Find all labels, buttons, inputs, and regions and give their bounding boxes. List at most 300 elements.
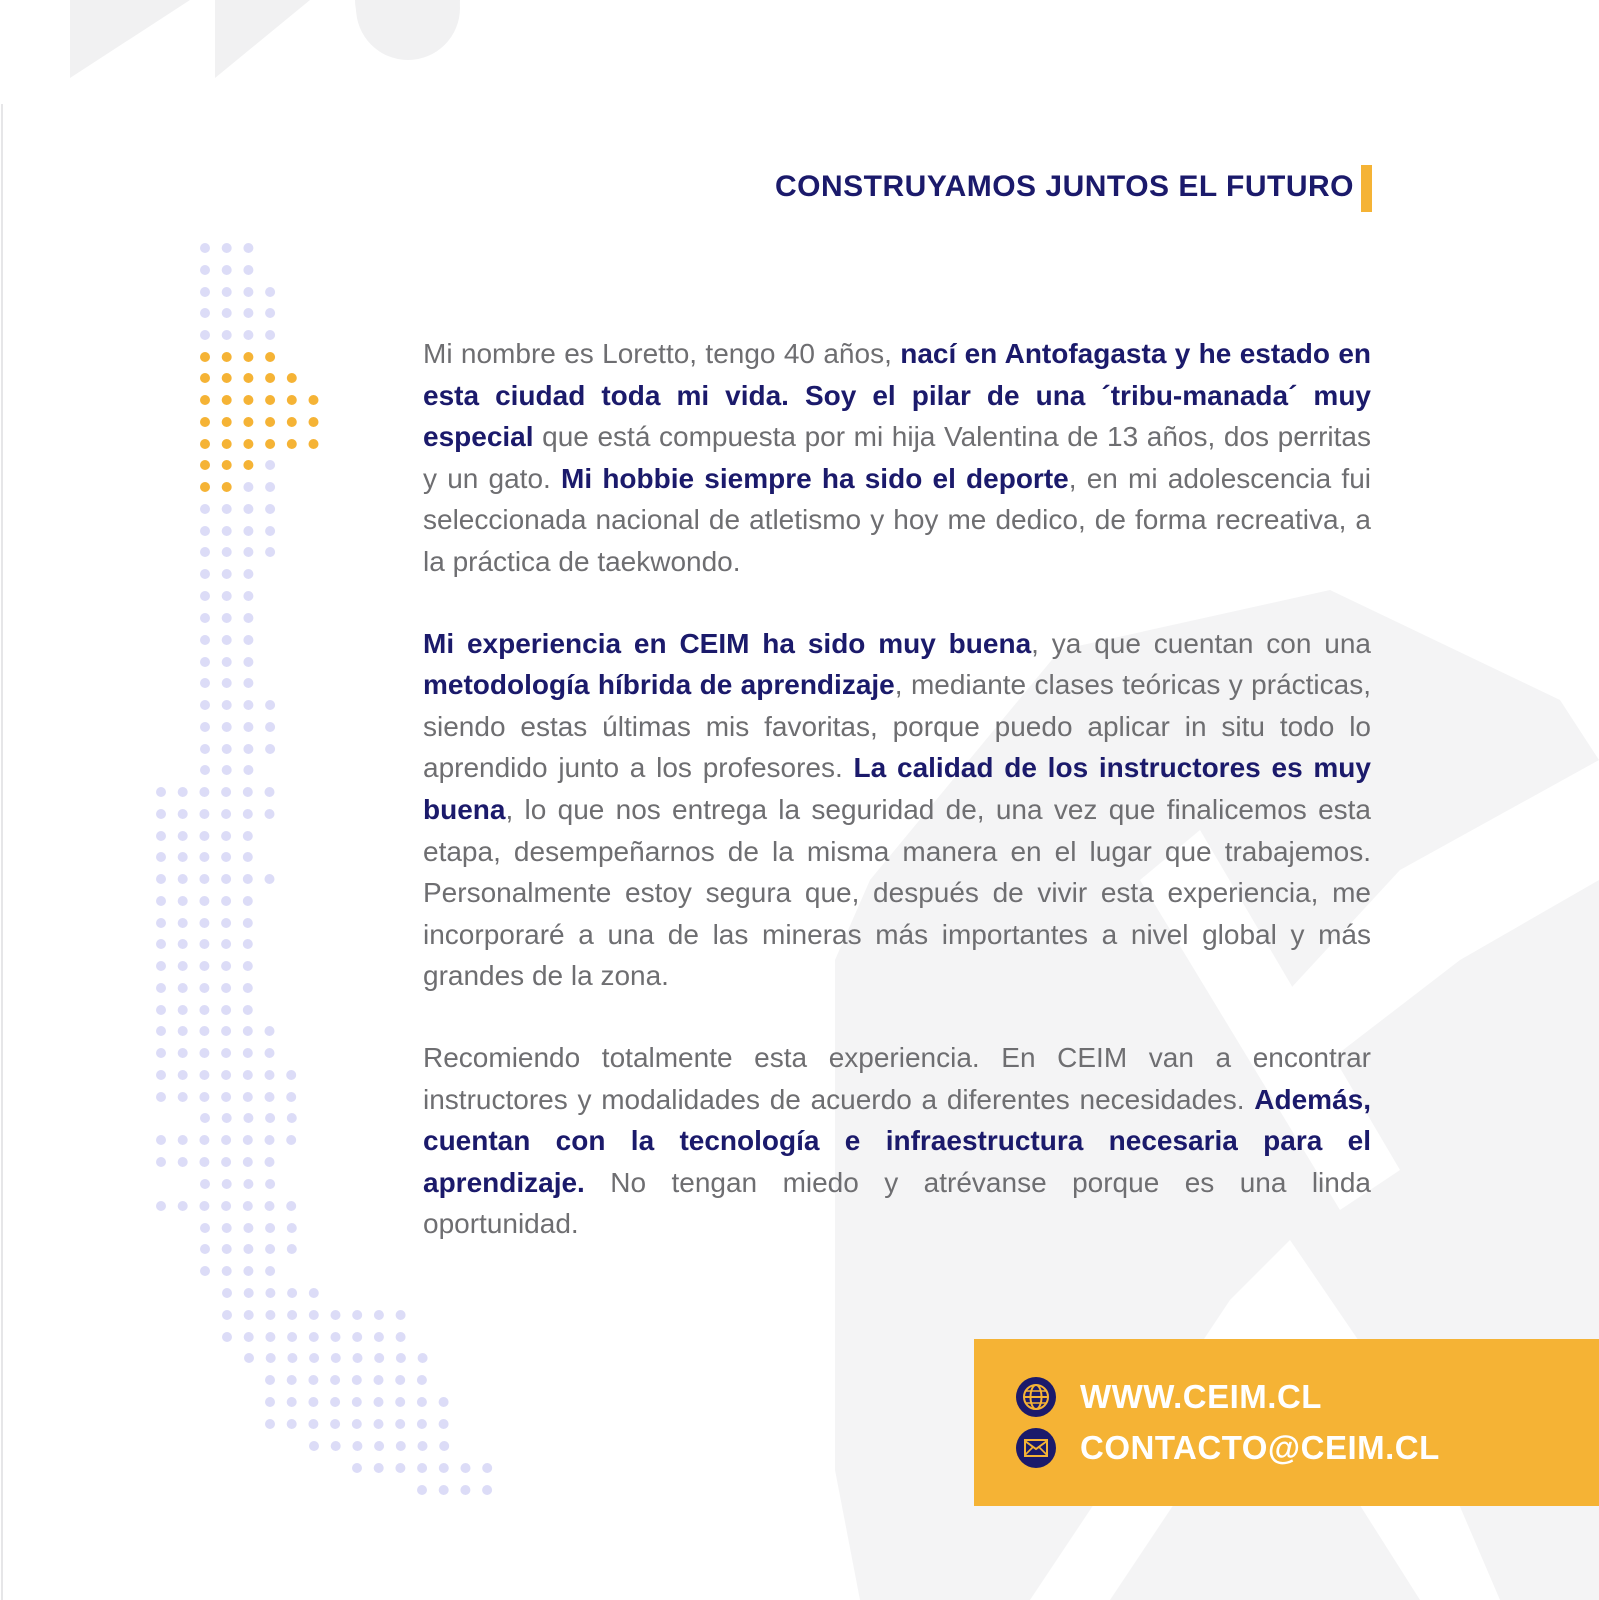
- dot-lavender: [200, 569, 210, 579]
- dot-lavender: [156, 939, 166, 949]
- dot-lavender: [243, 657, 253, 667]
- dot-lavender: [221, 983, 231, 993]
- dot-yellow: [243, 460, 253, 470]
- dot-lavender: [200, 700, 210, 710]
- dot-lavender: [221, 1092, 231, 1102]
- dot-lavender: [221, 1026, 231, 1036]
- dot-lavender: [200, 635, 210, 645]
- dot-lavender: [178, 983, 188, 993]
- dot-lavender: [265, 1157, 275, 1167]
- dot-lavender: [243, 1026, 253, 1036]
- dot-lavender: [374, 1397, 384, 1407]
- dot-lavender: [266, 1353, 276, 1363]
- dot-lavender: [287, 1397, 297, 1407]
- dot-lavender: [287, 1113, 297, 1123]
- dot-lavender: [417, 1397, 427, 1407]
- dot-lavender: [265, 526, 275, 536]
- dot-lavender: [221, 1070, 231, 1080]
- title-accent-bar: [1361, 165, 1372, 212]
- dot-lavender: [221, 1048, 231, 1058]
- text-highlight: Además, cuentan con la tecnología e infraestructura necesaria para el aprendizaje.: [423, 1083, 1371, 1198]
- dot-lavender: [439, 1397, 449, 1407]
- dot-lavender: [243, 569, 253, 579]
- dot-lavender: [243, 874, 253, 884]
- dot-yellow: [265, 417, 275, 427]
- dot-lavender: [156, 1201, 166, 1211]
- dot-lavender: [287, 1223, 297, 1233]
- dot-lavender: [265, 787, 275, 797]
- email-link[interactable]: CONTACTO@CEIM.CL: [1080, 1429, 1440, 1466]
- dot-lavender: [243, 896, 253, 906]
- dot-lavender: [243, 1157, 253, 1167]
- dot-lavender: [352, 1310, 362, 1320]
- dot-lavender: [265, 1135, 275, 1145]
- dot-lavender: [178, 1201, 188, 1211]
- dot-lavender: [156, 1005, 166, 1015]
- dot-lavender: [286, 1135, 296, 1145]
- dot-lavender: [243, 504, 253, 514]
- dot-yellow: [309, 417, 319, 427]
- dot-lavender: [199, 918, 209, 928]
- dot-lavender: [439, 1463, 449, 1473]
- dot-lavender: [221, 787, 231, 797]
- dot-lavender: [243, 1005, 253, 1015]
- dot-lavender: [287, 1332, 297, 1342]
- dot-lavender: [222, 504, 232, 514]
- dot-lavender: [374, 1310, 384, 1320]
- dot-lavender: [265, 874, 275, 884]
- dot-lavender: [352, 1332, 362, 1342]
- dot-lavender: [200, 1244, 210, 1254]
- dot-lavender: [308, 1375, 318, 1385]
- dot-lavender: [222, 657, 232, 667]
- dot-lavender: [178, 896, 188, 906]
- dot-lavender: [178, 1048, 188, 1058]
- dot-lavender: [265, 744, 275, 754]
- dot-lavender: [374, 1375, 384, 1385]
- dot-lavender: [156, 874, 166, 884]
- dot-lavender: [243, 765, 253, 775]
- dot-lavender: [243, 330, 253, 340]
- dot-lavender: [330, 1419, 340, 1429]
- dot-yellow: [309, 439, 319, 449]
- dot-lavender: [222, 765, 232, 775]
- dot-lavender: [439, 1485, 449, 1495]
- dot-lavender: [222, 722, 232, 732]
- dot-lavender: [199, 896, 209, 906]
- dot-lavender: [221, 918, 231, 928]
- text-segment: que está compuesta por mi hija Valentina de 13 años, dos perritas y un gato.: [423, 421, 1371, 494]
- dot-lavender: [199, 874, 209, 884]
- dot-lavender: [265, 330, 275, 340]
- dot-lavender: [353, 1353, 363, 1363]
- dot-lavender: [200, 308, 210, 318]
- dot-yellow: [309, 395, 319, 405]
- dot-yellow: [222, 373, 232, 383]
- dot-lavender: [199, 1201, 209, 1211]
- dot-lavender: [222, 1266, 232, 1276]
- dot-lavender: [221, 831, 231, 841]
- dot-lavender: [200, 265, 210, 275]
- dot-lavender: [352, 1463, 362, 1473]
- dot-yellow: [287, 395, 297, 405]
- dot-lavender: [330, 1375, 340, 1385]
- paragraph-2: [423, 623, 1371, 997]
- dot-lavender: [287, 1288, 297, 1298]
- dot-lavender: [243, 243, 253, 253]
- dot-lavender: [178, 1157, 188, 1167]
- dot-lavender: [396, 1310, 406, 1320]
- dot-lavender: [396, 1332, 406, 1342]
- dot-lavender: [222, 1244, 232, 1254]
- dot-lavender: [178, 787, 188, 797]
- dot-lavender: [243, 1048, 253, 1058]
- text-highlight: nací en Antofagasta y he estado en esta ciudad toda mi vida. Soy el pilar de una ´tribu-manada´ muy especial: [423, 338, 1371, 453]
- dot-lavender: [396, 1353, 406, 1363]
- dot-lavender: [418, 1353, 428, 1363]
- dot-lavender: [460, 1485, 470, 1495]
- paragraph-1: [423, 333, 1371, 583]
- dot-lavender: [221, 961, 231, 971]
- dot-lavender: [395, 1397, 405, 1407]
- text-segment: Recomiendo totalmente esta experiencia. En CEIM van a encontrar instructores y modalidades de acuerdo a diferentes necesidades.: [423, 1041, 1371, 1115]
- dot-lavender: [418, 1441, 428, 1451]
- dot-yellow: [243, 417, 253, 427]
- dot-lavender: [374, 1463, 384, 1473]
- dot-lavender: [243, 591, 253, 601]
- dot-lavender: [243, 1201, 253, 1211]
- dot-lavender: [156, 961, 166, 971]
- dot-lavender: [199, 961, 209, 971]
- dot-lavender: [221, 896, 231, 906]
- dot-yellow: [243, 395, 253, 405]
- contact-box: [974, 1339, 1599, 1506]
- dot-lavender: [178, 918, 188, 928]
- dot-lavender: [199, 939, 209, 949]
- dot-lavender: [330, 1397, 340, 1407]
- dot-lavender: [178, 1005, 188, 1015]
- dot-lavender: [243, 1223, 253, 1233]
- dot-lavender: [221, 1157, 231, 1167]
- dot-lavender: [243, 1179, 253, 1189]
- dot-lavender: [200, 678, 210, 688]
- text-highlight: Mi hobbie siempre ha sido el deporte: [561, 462, 1069, 494]
- text-highlight: Mi experiencia en CEIM ha sido muy buena: [423, 627, 1032, 659]
- dot-yellow: [243, 352, 253, 362]
- dot-lavender: [265, 1026, 275, 1036]
- dot-lavender: [331, 1353, 341, 1363]
- dot-lavender: [178, 874, 188, 884]
- dot-lavender: [156, 896, 166, 906]
- dot-lavender: [200, 1223, 210, 1233]
- dot-lavender: [309, 1332, 319, 1342]
- dot-lavender: [199, 983, 209, 993]
- dot-yellow: [243, 439, 253, 449]
- dot-lavender: [200, 591, 210, 601]
- dot-lavender: [265, 1223, 275, 1233]
- dot-lavender: [156, 1048, 166, 1058]
- dot-lavender: [482, 1463, 492, 1473]
- dot-lavender: [156, 787, 166, 797]
- dot-lavender: [199, 1026, 209, 1036]
- dot-lavender: [221, 874, 231, 884]
- dot-lavender: [265, 722, 275, 732]
- dot-lavender: [352, 1441, 362, 1451]
- dot-lavender: [222, 265, 232, 275]
- dot-yellow: [200, 352, 210, 362]
- dot-lavender: [331, 1310, 341, 1320]
- dot-lavender: [222, 635, 232, 645]
- globe-icon: [1016, 1377, 1056, 1417]
- dot-lavender: [287, 1310, 297, 1320]
- dot-lavender: [178, 939, 188, 949]
- dot-yellow: [222, 352, 232, 362]
- dot-yellow: [200, 417, 210, 427]
- dot-lavender: [265, 1332, 275, 1342]
- text-segment: No tengan miedo y atrévanse porque es una linda oportunidad.: [423, 1166, 1371, 1240]
- dot-lavender: [331, 1441, 341, 1451]
- dot-yellow: [287, 439, 297, 449]
- dot-lavender: [265, 482, 275, 492]
- dot-yellow: [200, 439, 210, 449]
- dot-lavender: [222, 1179, 232, 1189]
- dot-lavender: [222, 1223, 232, 1233]
- dot-lavender: [156, 831, 166, 841]
- dot-lavender: [265, 1397, 275, 1407]
- dot-lavender: [243, 1070, 253, 1080]
- dot-lavender: [221, 1201, 231, 1211]
- dot-lavender: [417, 1419, 427, 1429]
- testimonial-body: [423, 333, 1371, 1285]
- dot-lavender: [178, 1070, 188, 1080]
- dot-lavender: [222, 1332, 232, 1342]
- text-highlight: La calidad de los instructores es muy buena: [423, 752, 1371, 825]
- dot-yellow: [200, 373, 210, 383]
- website-row[interactable]: [1016, 1377, 1322, 1417]
- dot-lavender: [265, 1179, 275, 1189]
- dot-lavender: [265, 1092, 275, 1102]
- dot-lavender: [265, 547, 275, 557]
- dot-lavender: [200, 657, 210, 667]
- dot-lavender: [243, 918, 253, 928]
- dot-yellow: [222, 439, 232, 449]
- dot-lavender: [178, 1026, 188, 1036]
- dot-lavender: [265, 1288, 275, 1298]
- dot-lavender: [221, 1135, 231, 1145]
- dot-lavender: [243, 722, 253, 732]
- dot-lavender: [243, 744, 253, 754]
- dot-lavender: [396, 1441, 406, 1451]
- dot-lavender: [178, 961, 188, 971]
- dot-lavender: [287, 1375, 297, 1385]
- dot-lavender: [243, 1266, 253, 1276]
- dot-lavender: [286, 1092, 296, 1102]
- dot-lavender: [199, 1157, 209, 1167]
- dot-lavender: [222, 1113, 232, 1123]
- dot-lavender: [200, 330, 210, 340]
- dot-lavender: [439, 1441, 449, 1451]
- dot-yellow: [222, 417, 232, 427]
- dot-yellow: [243, 373, 253, 383]
- dot-lavender: [265, 287, 275, 297]
- dot-lavender: [156, 918, 166, 928]
- dot-lavender: [265, 504, 275, 514]
- dot-yellow: [200, 482, 210, 492]
- dot-lavender: [417, 1463, 427, 1473]
- dot-lavender: [222, 287, 232, 297]
- dot-lavender: [265, 1070, 275, 1080]
- dot-lavender: [395, 1463, 405, 1473]
- dot-lavender: [222, 308, 232, 318]
- dot-lavender: [374, 1353, 384, 1363]
- dot-lavender: [199, 787, 209, 797]
- dot-lavender: [417, 1375, 427, 1385]
- dot-lavender: [244, 1332, 254, 1342]
- dot-lavender: [199, 831, 209, 841]
- dot-yellow: [222, 460, 232, 470]
- dot-lavender: [156, 983, 166, 993]
- dot-lavender: [222, 243, 232, 253]
- dot-lavender: [156, 1026, 166, 1036]
- dot-lavender: [243, 1092, 253, 1102]
- dot-lavender: [222, 1310, 232, 1320]
- dot-lavender: [200, 1179, 210, 1189]
- dot-lavender: [156, 809, 166, 819]
- dot-lavender: [200, 526, 210, 536]
- text-highlight: metodología híbrida de aprendizaje: [423, 669, 895, 701]
- dot-lavender: [287, 1244, 297, 1254]
- dot-lavender: [222, 613, 232, 623]
- dot-lavender: [178, 852, 188, 862]
- dot-lavender: [243, 939, 253, 949]
- text-segment: , en mi adolescencia fui seleccionada nacional de atletismo y hoy me dedico, de forma recreativa, a la práctica de taekwondo.: [423, 462, 1371, 577]
- dot-lavender: [243, 983, 253, 993]
- text-segment: , lo que nos entrega la seguridad de, una vez que finalicemos esta etapa, desempeñarnos de la misma manera en el lugar que trabajemos. Personalmente estoy segura que, después de vivir esta experiencia, me incorporaré a una de las mineras más importantes a nivel global y más grandes de la zona.: [423, 793, 1371, 992]
- dot-lavender: [395, 1419, 405, 1429]
- dot-lavender: [222, 591, 232, 601]
- dot-lavender: [482, 1485, 492, 1495]
- dot-lavender: [287, 1353, 297, 1363]
- dot-lavender: [243, 547, 253, 557]
- dot-lavender: [243, 961, 253, 971]
- dot-lavender: [200, 1113, 210, 1123]
- dot-lavender: [309, 1310, 319, 1320]
- dot-lavender: [374, 1332, 384, 1342]
- dot-lavender: [200, 1266, 210, 1276]
- dot-lavender: [222, 700, 232, 710]
- dot-lavender: [287, 1419, 297, 1429]
- dot-lavender: [199, 1005, 209, 1015]
- dot-lavender: [178, 1092, 188, 1102]
- email-row[interactable]: [1016, 1428, 1440, 1468]
- dot-lavender: [222, 744, 232, 754]
- dot-lavender: [243, 526, 253, 536]
- dot-lavender: [265, 308, 275, 318]
- dot-lavender: [222, 569, 232, 579]
- dot-lavender: [461, 1463, 471, 1473]
- dot-lavender: [265, 460, 275, 470]
- dot-yellow: [287, 417, 297, 427]
- dot-lavender: [221, 1005, 231, 1015]
- dot-yellow: [200, 460, 210, 470]
- dot-lavender: [199, 1048, 209, 1058]
- dot-lavender: [156, 1157, 166, 1167]
- dot-yellow: [222, 395, 232, 405]
- dot-lavender: [222, 547, 232, 557]
- website-link[interactable]: WWW.CEIM.CL: [1080, 1378, 1322, 1415]
- dot-lavender: [374, 1441, 384, 1451]
- dot-lavender: [243, 1244, 253, 1254]
- text-segment: , ya que cuentan con una: [1031, 627, 1371, 659]
- dot-lavender: [331, 1332, 341, 1342]
- dot-lavender: [178, 809, 188, 819]
- dot-yellow: [265, 373, 275, 383]
- dot-lavender: [265, 1310, 275, 1320]
- dot-lavender: [417, 1485, 427, 1495]
- page-title: CONSTRUYAMOS JUNTOS EL FUTURO: [774, 170, 1354, 203]
- dot-lavender: [395, 1375, 405, 1385]
- dot-lavender: [222, 330, 232, 340]
- dot-lavender: [265, 1113, 275, 1123]
- dot-lavender: [439, 1419, 449, 1429]
- dot-lavender: [265, 700, 275, 710]
- dot-lavender: [221, 809, 231, 819]
- dot-lavender: [243, 852, 253, 862]
- dot-lavender: [243, 308, 253, 318]
- dot-lavender: [243, 482, 253, 492]
- dot-lavender: [243, 1113, 253, 1123]
- dot-lavender: [200, 744, 210, 754]
- dot-lavender: [156, 1092, 166, 1102]
- dot-lavender: [243, 287, 253, 297]
- dot-yellow: [265, 439, 275, 449]
- dot-yellow: [200, 395, 210, 405]
- dot-lavender: [243, 635, 253, 645]
- dot-lavender: [200, 765, 210, 775]
- dot-lavender: [265, 1266, 275, 1276]
- dot-lavender: [374, 1419, 384, 1429]
- dot-lavender: [243, 700, 253, 710]
- dot-lavender: [222, 1288, 232, 1298]
- dot-lavender: [265, 1201, 275, 1211]
- dot-lavender: [265, 809, 275, 819]
- dot-lavender: [200, 243, 210, 253]
- dot-lavender: [243, 809, 253, 819]
- dot-lavender: [199, 1135, 209, 1145]
- dot-lavender: [222, 526, 232, 536]
- dot-lavender: [199, 1092, 209, 1102]
- dot-lavender: [309, 1353, 319, 1363]
- paragraph-3: [423, 1037, 1371, 1245]
- dot-lavender: [200, 547, 210, 557]
- dot-lavender: [178, 1135, 188, 1145]
- dot-lavender: [244, 1288, 254, 1298]
- dot-lavender: [200, 613, 210, 623]
- dot-lavender: [309, 1288, 319, 1298]
- dot-lavender: [352, 1375, 362, 1385]
- dot-lavender: [222, 678, 232, 688]
- dot-lavender: [308, 1397, 318, 1407]
- dot-lavender: [265, 1244, 275, 1254]
- dot-lavender: [221, 852, 231, 862]
- dot-lavender: [244, 1310, 254, 1320]
- dot-lavender: [352, 1397, 362, 1407]
- envelope-icon: [1016, 1428, 1056, 1468]
- dot-lavender: [286, 1201, 296, 1211]
- text-segment: Mi nombre es Loretto, tengo 40 años,: [423, 338, 901, 369]
- dot-yellow: [287, 373, 297, 383]
- dot-lavender: [244, 1353, 254, 1363]
